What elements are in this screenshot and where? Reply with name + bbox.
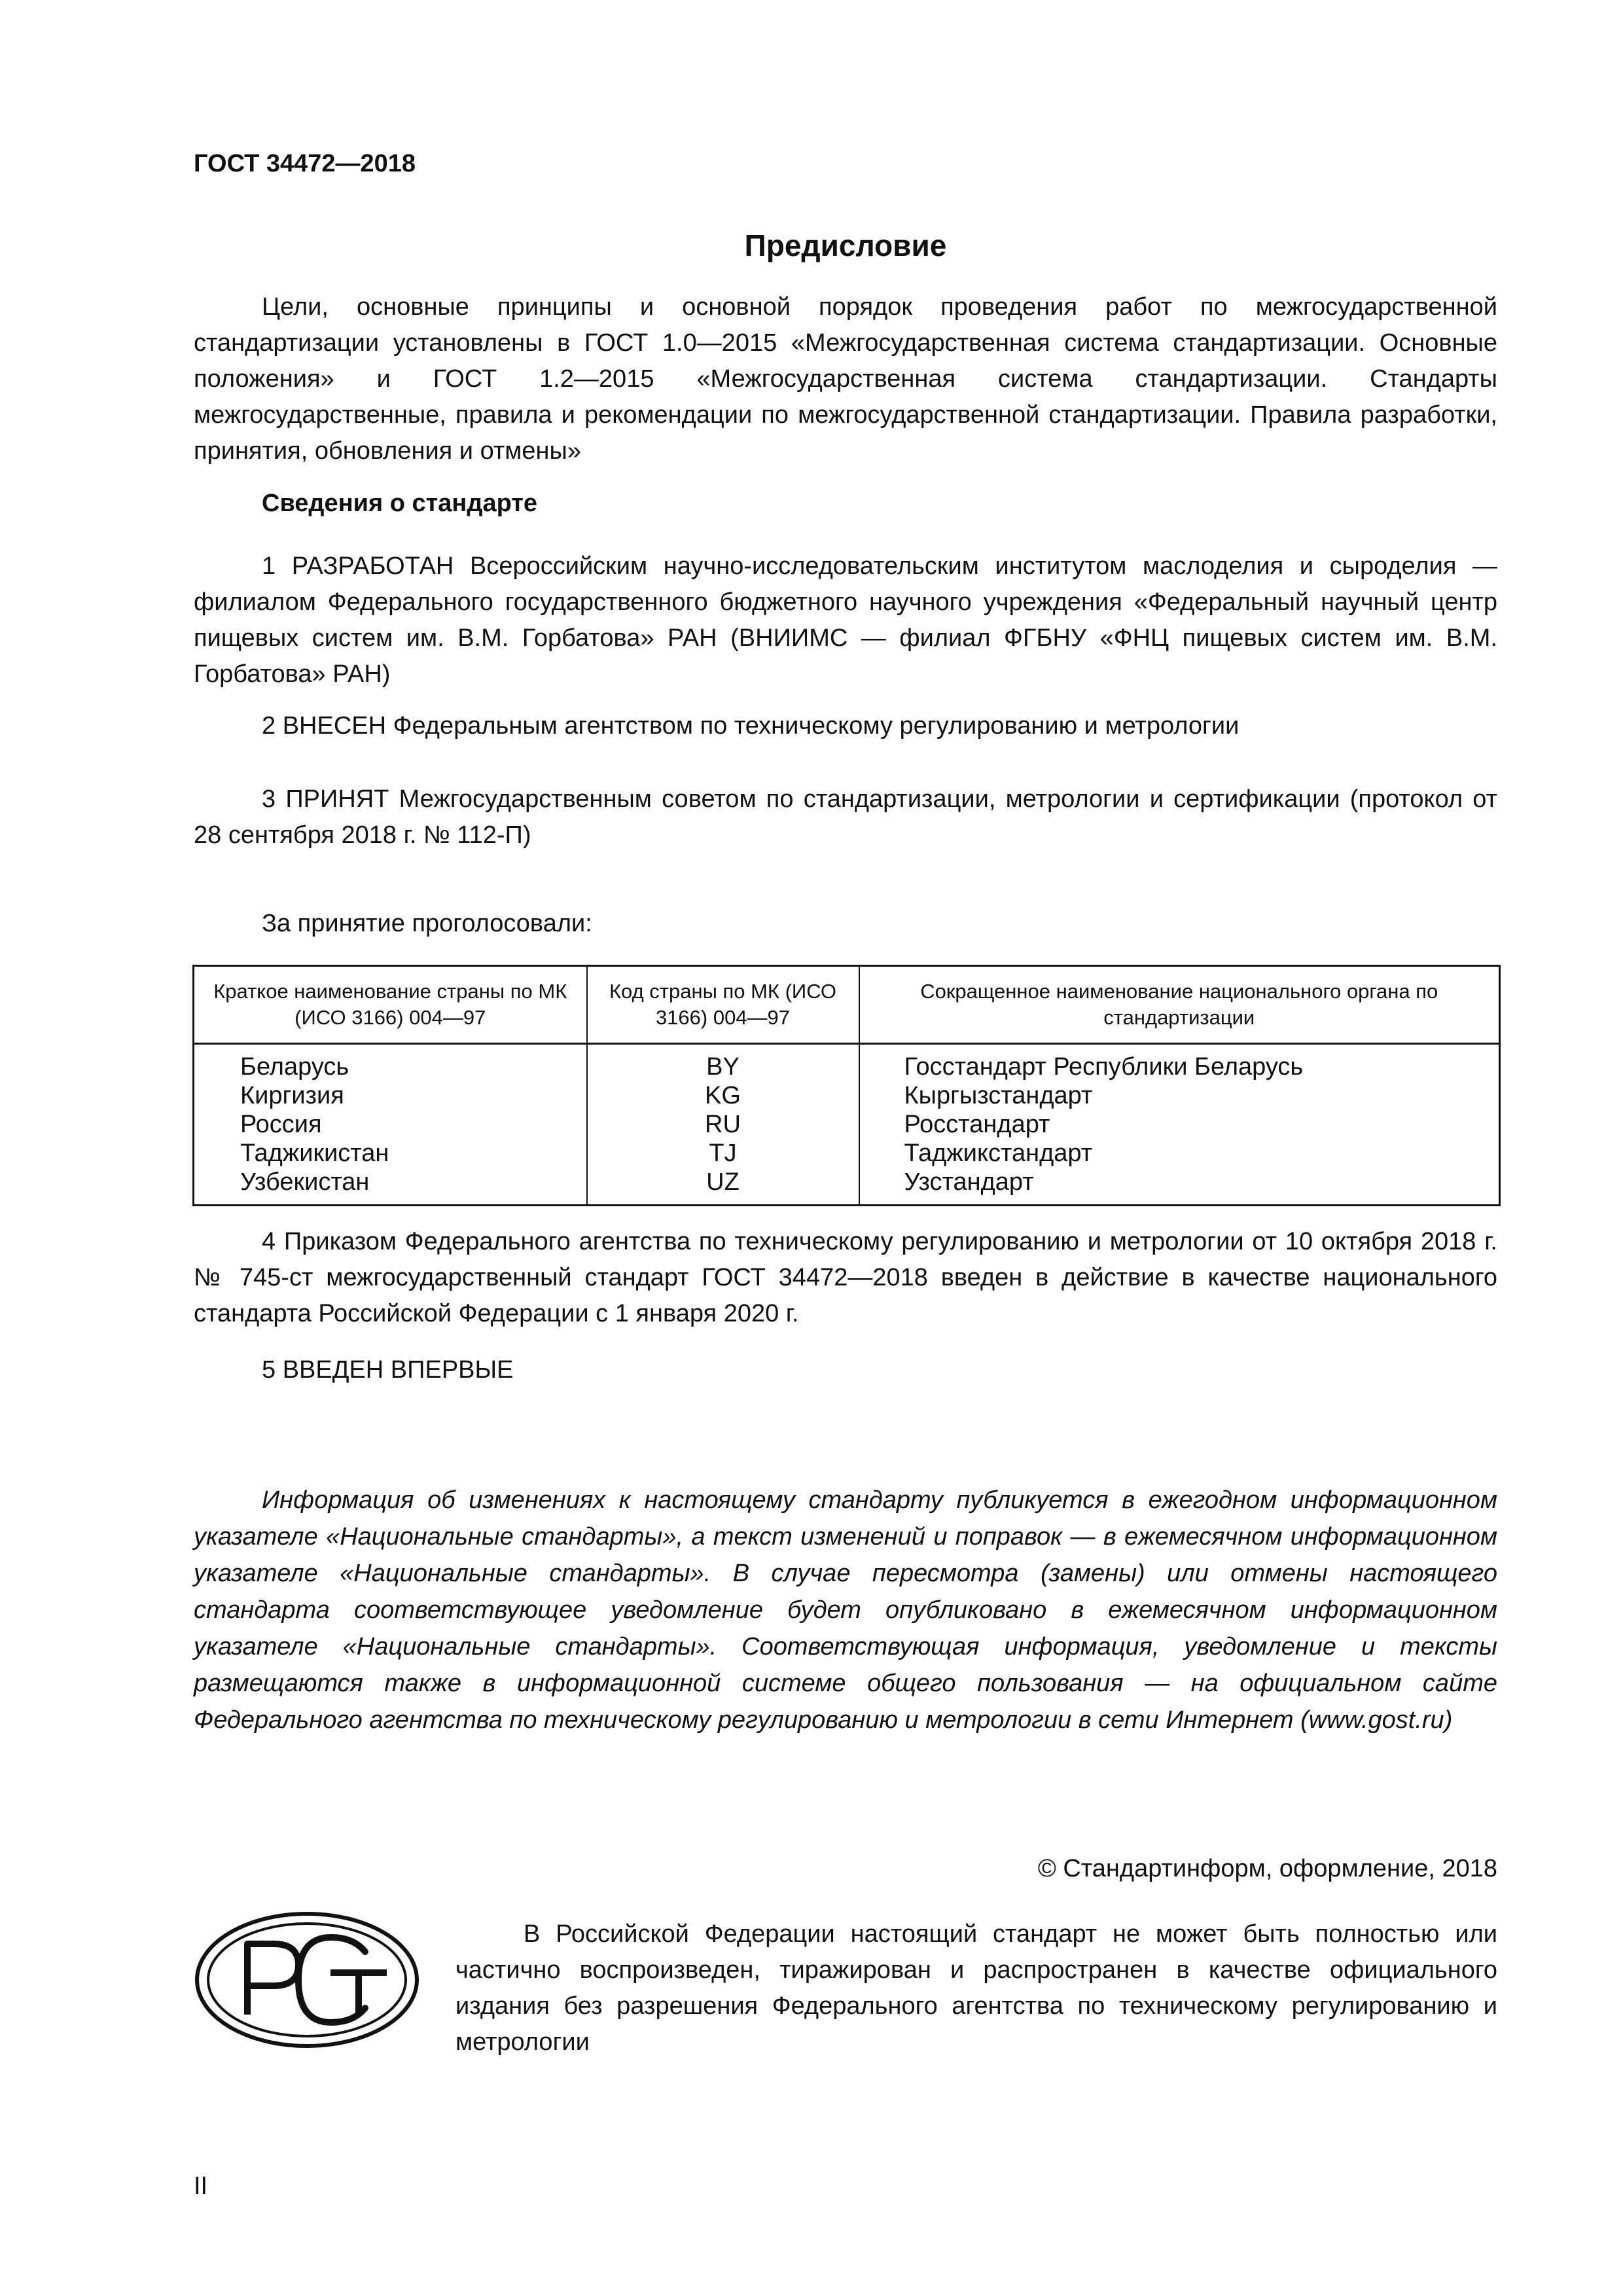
table-cell-standards-body: Росстандарт [904,1111,1050,1138]
table-cell-code: RU [705,1111,741,1138]
document-id: ГОСТ 34472—2018 [194,150,416,177]
table-cell-code: KG [705,1082,741,1109]
table-cell-standards-body: Узстандарт [904,1168,1034,1196]
country-column [194,1044,587,1206]
amendments-info-notice: Информация об изменениях к настоящему стандарту публикуется в ежегодном информационном указателе «Национальные стандарты», а текст изменений и поправок — в ежемесячном информационном указателе «Национальные стандарты». В случае пересмотра (замены) или отмены настоящего стандарта соответствующее уведомление будет опубликовано в ежемесячном информационном указателе «Национальные стандарты». Соответствующая информация, уведомление и тексты размещаются также в информационной системе общего пользования — на официальном сайте Федерального агентства по техническому регулированию и метрологии в сети Интернет (www.gost.ru) [194,1486,1497,1734]
page-title: Предисловие [744,228,947,262]
item-enacted: 4 Приказом Федерального агентства по техническому регулированию и метрологии от 10 октября 2018 г. № 745-ст межгосударственный стандарт ГОСТ 34472—2018 введен в действие в качестве национального стандарта Российской Федерации с 1 января 2020 г. [194,1228,1497,1327]
table-header-row [194,966,1500,1044]
header-country-name: Краткое наименование страны по МК (ИСО 3166) 004—97 [194,966,587,1044]
table-cell-code: BY [706,1053,740,1081]
table-cell-country: Россия [240,1111,322,1138]
item-adopted: 3 ПРИНЯТ Межгосударственным советом по стандартизации, метрологии и сертификации (протокол от 28 сентября 2018 г. № 112-П) [194,785,1497,849]
voting-table [192,965,1501,1206]
pct-certification-mark-icon [194,1910,420,2050]
voted-label: За принятие проголосовали: [262,910,592,937]
page-number: II [194,2172,208,2200]
table-cell-country: Таджикистан [240,1139,389,1167]
header-standards-body: Сокращенное наименование национального органа по стандартизации [859,966,1500,1044]
table-body-row [194,1044,1500,1206]
reproduction-notice: В Российской Федерации настоящий стандарт не может быть полностью или частично воспроизведен, тиражирован и распространен в качестве официального издания без разрешения Федерального агентства по техническому регулированию и метрологии [455,1920,1497,2056]
section-heading: Сведения о стандарте [262,490,538,517]
table-cell-code: TJ [709,1139,737,1167]
table-cell-country: Киргизия [240,1082,344,1109]
table-cell-country: Беларусь [240,1053,349,1081]
code-column [587,1044,859,1206]
table-cell-country: Узбекистан [240,1168,370,1196]
item-developed: 1 РАЗРАБОТАН Всероссийским научно-исследовательским институтом маслоделия и сыроделия — филиалом Федерального государственного бюджетного научного учреждения «Федеральный научный центр пищевых систем им. В.М. Горбатова» РАН (ВНИИМС — филиал ФГБНУ «ФНЦ пищевых систем им. В.М. Горбатова» РАН) [194,552,1497,688]
header-country-code: Код страны по МК (ИСО 3166) 004—97 [587,966,859,1044]
item-introduced: 2 ВНЕСЕН Федеральным агентством по техническому регулированию и метрологии [262,712,1240,740]
item-first-introduced: 5 ВВЕДЕН ВПЕРВЫЕ [262,1356,514,1384]
standards-body-column [859,1044,1500,1206]
table-cell-code: UZ [706,1168,740,1196]
table-cell-standards-body: Кыргызстандарт [904,1082,1093,1109]
intro-paragraph: Цели, основные принципы и основной порядок проведения работ по межгосударственной стандартизации установлены в ГОСТ 1.0—2015 «Межгосударственная система стандартизации. Основные положения» и ГОСТ 1.2—2015 «Межгосударственная система стандартизации. Стандарты межгосударственные, правила и рекомендации по межгосударственной стандартизации. Правила разработки, принятия, обновления и отмены» [194,293,1497,465]
copyright-line: © Стандартинформ, оформление, 2018 [1037,1855,1497,1882]
table-cell-standards-body: Таджикстандарт [904,1139,1093,1167]
table-cell-standards-body: Госстандарт Республики Беларусь [904,1053,1304,1081]
